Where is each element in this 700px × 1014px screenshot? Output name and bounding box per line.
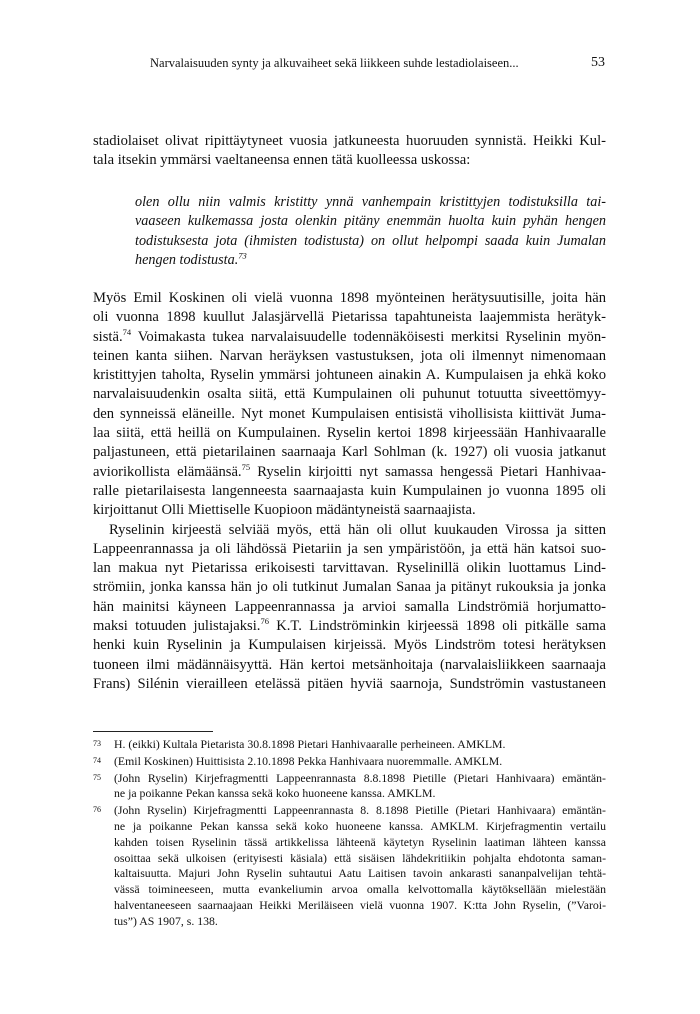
quote-text: hengen todistusta. [135, 251, 239, 268]
footnote-number: 74 [93, 755, 101, 765]
text-line: Frans) Silénin vierailleen etelässä pitäen hyviä saarnoja, Sundströmin vastustaneen [93, 675, 606, 692]
paragraph-1 [93, 132, 606, 171]
footnote-ref[interactable]: 73 [238, 250, 247, 261]
footnote-75 [93, 771, 606, 803]
footnote-ref[interactable]: 75 [241, 461, 251, 472]
text-line: hän mainitsi käyneen Lappeenrannassa ja arvioi samalla Lindströmiä horjumatto- [93, 598, 606, 615]
text-line: den synneissä eläneille. Nyt monet Kumpulaisen entisistä vihollisista kiittivät Juma- [93, 405, 606, 422]
quote-line: olen ollu niin valmis kristitty ynnä vanhempain kristittyjen todistuksilla tai- [135, 194, 606, 210]
text-line [93, 328, 606, 347]
text-line: strömiin, jonka kanssa hän jo oli tutkinut Jumalan Sanaa ja pitänyt rukouksia ja jonka [93, 579, 606, 596]
footnote-number: 75 [93, 772, 101, 782]
paragraph-2 [93, 289, 606, 694]
text-line: lan makua nyt Pietarissa erikoisesti tarvittavan. Ryselinillä olikin luottamus Lind- [93, 560, 606, 577]
text-run: Ryselin kirjoitti nyt samassa hengessä Pietari Hanhivaa- [250, 463, 607, 480]
running-title: Narvalaisuuden synty ja alkuvaiheet sekä liikkeen suhde lestadiolaiseen... [150, 56, 519, 70]
quote-line [135, 251, 606, 270]
footnote-separator [93, 731, 213, 732]
footnote-line: tus”) AS 1907, s. 138. [114, 913, 218, 928]
text-line: henki kuin Ryselinin ja Kumpulaisen kirjeissä. Myös Lindström totesi herätyksen [93, 637, 606, 654]
text-line: kristittyjen taholta, Ryselin ymmärsi johtuneen ainakin A. Kumpulaisen ja ehkä koko [93, 367, 606, 384]
text-run: sistä. [93, 328, 123, 345]
footnote-line: osoittaa sekä ulkoisen (erityisesti käsiala) että sisäisen lähdekritiikin pohjalta ehdotonta saman- [114, 850, 606, 865]
footnote-line: (John Ryselin) Kirjefragmentti Lappeenrannasta 8.8.1898 Pietille (Pietari Hanhivaara) emäntän- [114, 770, 606, 785]
footnote-number: 73 [93, 739, 101, 748]
text-run: aviorikollista elämäänsä. [93, 463, 242, 480]
text-line: narvalaisuudenkin osalta siitä, että Kumpulainen oli puhunut totuutta siveettömyy- [93, 386, 606, 403]
footnote-number: 76 [93, 805, 101, 815]
text-line: laa siitä, että heillä on Kumpulainen. Ryselin kertoi 1898 kirjeessään Hanhivaaralle [93, 425, 606, 442]
footnote-line: ne ja poikanne Pekan kanssa sekä koko huoneene kanssa. AMKLM. [114, 786, 436, 801]
text-line: Lappeenrannassa ja oli lähdössä Pietariin ja sen ympäristöön, ja että hän katsoi suo- [93, 540, 606, 557]
text-line: kirjoittanut Olli Miettiselle Kuopioon mädäntyneistä saarnaajista. [93, 502, 476, 519]
footnote-line: vässä toimineeseen, mutta evankeliumin arvoa omalla kelvottomalla käytöksellään mielestään [114, 882, 606, 897]
footnote-line: H. (eikki) Kultala Pietarista 30.8.1898 Pietari Hanhivaaralle perheineen. AMKLM. [114, 737, 506, 751]
page-number: 53 [591, 55, 605, 70]
text-line: stadiolaiset olivat ripittäytyneet vuosia jatkuneesta huoruuden synnistä. Heikki Kul- [93, 133, 606, 149]
quote-line: vaaseen kulkemassa josta olenkin pitäny enemmän huolta kuin pyhän hengen [135, 213, 606, 230]
block-quote [135, 193, 606, 270]
footnote-ref[interactable]: 74 [122, 326, 132, 337]
text-run: K.T. Lindströminkin kirjeessä 1898 oli pitkälle sama [268, 618, 606, 635]
text-line: tuoneen ilmi mädännäisyyttä. Hän kertoi metsänhoitaja (narvalaisliikkeen saarnaaja [93, 656, 606, 673]
text-line: tala itsekin ymmärsi vaeltaneensa ennen tätä kuolleessa uskossa: [93, 152, 471, 169]
text-line: Myös Emil Koskinen oli vielä vuonna 1898 myönteinen herätysuutisille, joita hän [93, 290, 606, 306]
text-line [93, 463, 606, 482]
footnotes [93, 737, 606, 931]
footnote-76 [93, 803, 606, 929]
footnote-line: kaltaisuutta. Majuri John Ryselin suhtautui Aatu Laitisen tavoin ankarasti sananpalvelijan tehtä- [114, 866, 606, 881]
footnote-ref[interactable]: 76 [260, 616, 269, 627]
text-line: oli vuonna 1898 kuullut Jalasjärvellä Pietarissa tapahtuneista laajemmista herätyk- [93, 309, 606, 326]
text-run: maksi totuuden julistajaksi. [93, 618, 261, 635]
text-line [93, 617, 606, 636]
footnote-73 [93, 737, 606, 753]
text-run: Voimakasta tukea narvalaisuudelle todennäköisesti merkitsi Ryselinin myön- [131, 328, 606, 345]
text-line: teinen kanta siihen. Narvan heräyksen vastustuksen, jota oli ilmennyt nimenomaan [93, 347, 606, 364]
text-line: paljastuneen, että pietarilainen saarnaaja Karl Sohlman (k. 1927) oli vuosia jatkanut [93, 444, 606, 461]
text-line: ralle pietarilaisesta langenneesta saarnaajasta kuin Kumpulainen jo vuonna 1895 oli [93, 482, 606, 499]
footnote-line: kahden toisen Ryselinin tässä artikkelissa lähteenä käytetyn Ryselinin laatiman lähteen kanssa [114, 834, 606, 849]
footnote-74 [93, 754, 606, 770]
footnote-line: ne ja poikanne Pekan kanssa sekä koko huoneene kanssa. AMKLM. Kirjefragmentin vertailu [114, 818, 606, 833]
quote-line: todistuksesta jota (ihmisten todistusta) on ollut helpompi saada kuin Jumalan [135, 232, 606, 249]
footnote-line: (Emil Koskinen) Huittisista 2.10.1898 Pekka Hanhivaara nuoremmalle. AMKLM. [114, 753, 503, 768]
text-line: Ryselinin kirjeestä selviää myös, että hän oli ollut kuukauden Virossa ja sitten [109, 521, 606, 538]
footnote-line: halventaneeseen saarnaajaan Heikki Meriläiseen vielä vuonna 1907. K:tta John Ryselin, (”Varoi- [114, 897, 606, 912]
footnote-line: (John Ryselin) Kirjefragmentti Lappeenrannasta 8. 8.1898 Pietille (Pietari Hanhivaara) emäntän- [114, 803, 606, 818]
